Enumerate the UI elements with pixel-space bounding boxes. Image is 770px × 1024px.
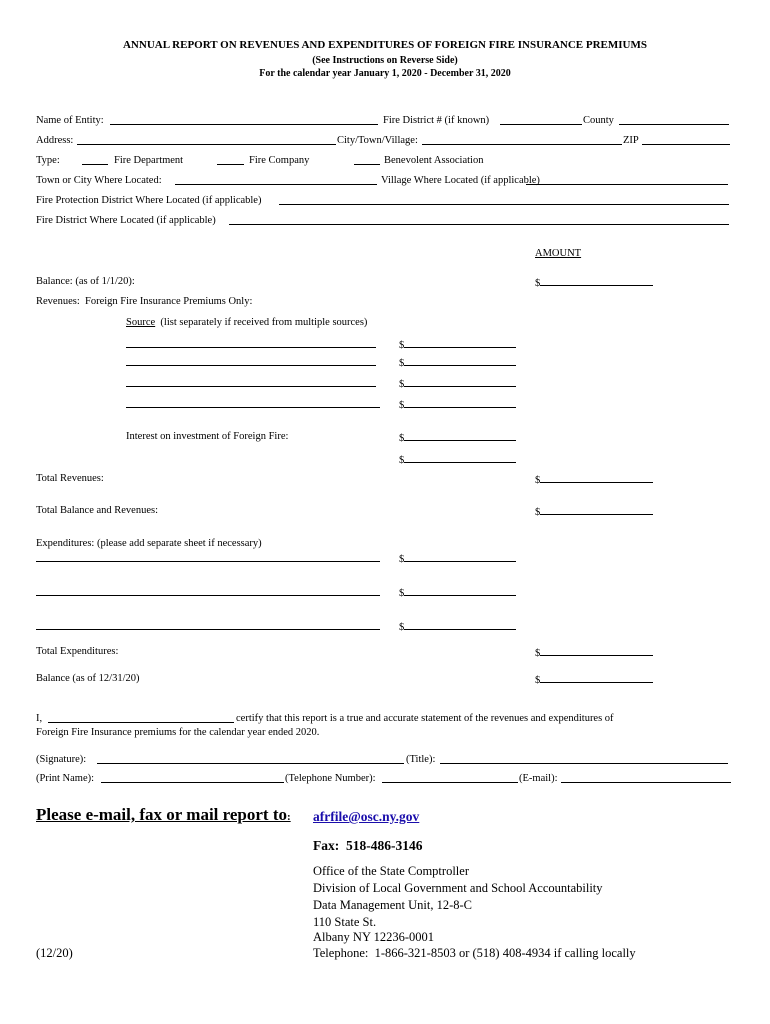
type-fire-department-label: Fire Department <box>114 155 184 166</box>
amount-header: AMOUNT <box>535 248 582 259</box>
expenditure-description-field[interactable] <box>36 619 380 634</box>
city-label: City/Town/Village: <box>337 135 418 146</box>
fire-protection-district-field[interactable] <box>279 194 729 209</box>
zip-field[interactable] <box>642 134 730 149</box>
source-name-field[interactable] <box>126 355 376 370</box>
total-balance-revenues-label: Total Balance and Revenues: <box>36 505 159 516</box>
balance-end-label: Balance (as of 12/31/20) <box>36 673 140 684</box>
total-expenditures-amount[interactable]: $ <box>535 645 653 660</box>
interest-label: Interest on investment of Foreign Fire: <box>126 431 289 442</box>
certify-prefix: I, <box>36 713 43 724</box>
print-name-label: (Print Name): <box>36 773 95 784</box>
signature-field[interactable] <box>97 753 404 768</box>
type-benevolent-checkbox[interactable] <box>354 154 380 169</box>
type-label: Type: <box>36 155 60 166</box>
interest-amount-field[interactable]: $ <box>399 430 516 445</box>
address-line: Albany NY 12236-0001 <box>313 930 435 944</box>
fire-district-located-label: Fire District Where Located (if applicable) <box>36 215 216 226</box>
expenditure-description-field[interactable] <box>36 585 380 600</box>
source-amount-field[interactable]: $ <box>399 337 516 352</box>
form-title: ANNUAL REPORT ON REVENUES AND EXPENDITURES OF FOREIGN FIRE INSURANCE PREMIUMS <box>122 39 647 51</box>
fire-district-located-field[interactable] <box>229 214 729 229</box>
title-label: (Title): <box>406 754 436 765</box>
village-label: Village Where Located (if applicable) <box>381 175 540 186</box>
source-name-field[interactable] <box>126 397 380 412</box>
address-line: Data Management Unit, 12-8-C <box>313 898 472 912</box>
type-benevolent-label: Benevolent Association <box>384 155 484 166</box>
telephone-field[interactable] <box>382 772 518 787</box>
city-field[interactable] <box>422 134 622 149</box>
revenue-subtotal-field[interactable]: $ <box>399 452 516 467</box>
county-label: County <box>583 115 614 126</box>
source-name-field[interactable] <box>126 376 376 391</box>
certify-name-field[interactable] <box>48 712 234 727</box>
email-label: (E-mail): <box>519 773 558 784</box>
expenditure-amount-field[interactable]: $ <box>399 619 516 634</box>
expenditure-description-field[interactable] <box>36 551 380 566</box>
balance-end-amount[interactable]: $ <box>535 672 653 687</box>
fire-protection-district-label: Fire Protection District Where Located (if applicable) <box>36 195 262 206</box>
address-line: Office of the State Comptroller <box>313 864 469 878</box>
form-code: (12/20) <box>36 946 73 960</box>
signature-label: (Signature): <box>36 754 87 765</box>
town-field[interactable] <box>175 174 377 189</box>
balance-start-label: Balance: (as of 1/1/20): <box>36 276 135 287</box>
email-field[interactable] <box>561 772 731 787</box>
expenditure-amount-field[interactable]: $ <box>399 551 516 566</box>
title-field[interactable] <box>440 753 728 768</box>
fire-district-label: Fire District # (if known) <box>383 115 490 126</box>
expenditure-amount-field[interactable]: $ <box>399 585 516 600</box>
source-amount-field[interactable]: $ <box>399 355 516 370</box>
total-revenues-label: Total Revenues: <box>36 473 104 484</box>
submit-fax: Fax: 518-486-3146 <box>313 838 423 853</box>
submit-instructions-heading: Please e-mail, fax or mail report to: <box>36 805 291 824</box>
balance-start-amount[interactable]: $ <box>535 275 653 290</box>
type-fire-company-checkbox[interactable] <box>217 154 244 169</box>
type-fire-department-checkbox[interactable] <box>82 154 108 169</box>
village-field[interactable] <box>526 174 728 189</box>
source-name-field[interactable] <box>126 337 376 352</box>
source-heading: Source (list separately if received from multiple sources) <box>126 317 368 328</box>
entity-name-label: Name of Entity: <box>36 115 104 126</box>
address-line: Telephone: 1-866-321-8503 or (518) 408-4934 if calling locally <box>313 946 636 960</box>
address-label: Address: <box>36 135 74 146</box>
revenues-label: Revenues: Foreign Fire Insurance Premiums Only: <box>36 296 253 307</box>
submit-email-link[interactable]: afrfile@osc.ny.gov <box>313 809 420 824</box>
address-line: 110 State St. <box>313 915 377 929</box>
expenditures-label: Expenditures: (please add separate sheet if necessary) <box>36 538 262 549</box>
fire-district-field[interactable] <box>500 114 582 129</box>
telephone-label: (Telephone Number): <box>285 773 376 784</box>
address-field[interactable] <box>77 134 336 149</box>
total-revenues-amount[interactable]: $ <box>535 472 653 487</box>
county-field[interactable] <box>619 114 729 129</box>
certify-statement-continued: Foreign Fire Insurance premiums for the calendar year ended 2020. <box>36 727 320 738</box>
form-subtitle-year: For the calendar year January 1, 2020 - December 31, 2020 <box>259 68 511 79</box>
address-line: Division of Local Government and School Accountability <box>313 881 603 895</box>
certify-statement: certify that this report is a true and accurate statement of the revenues and expenditures of <box>236 713 614 724</box>
total-balance-revenues-amount[interactable]: $ <box>535 504 653 519</box>
source-amount-field[interactable]: $ <box>399 376 516 391</box>
town-label: Town or City Where Located: <box>36 175 162 186</box>
type-fire-company-label: Fire Company <box>249 155 310 166</box>
source-amount-field[interactable]: $ <box>399 397 516 412</box>
print-name-field[interactable] <box>101 772 284 787</box>
form-subtitle-instructions: (See Instructions on Reverse Side) <box>312 55 458 66</box>
total-expenditures-label: Total Expenditures: <box>36 646 119 657</box>
zip-label: ZIP <box>623 135 639 146</box>
entity-name-field[interactable] <box>110 114 378 129</box>
